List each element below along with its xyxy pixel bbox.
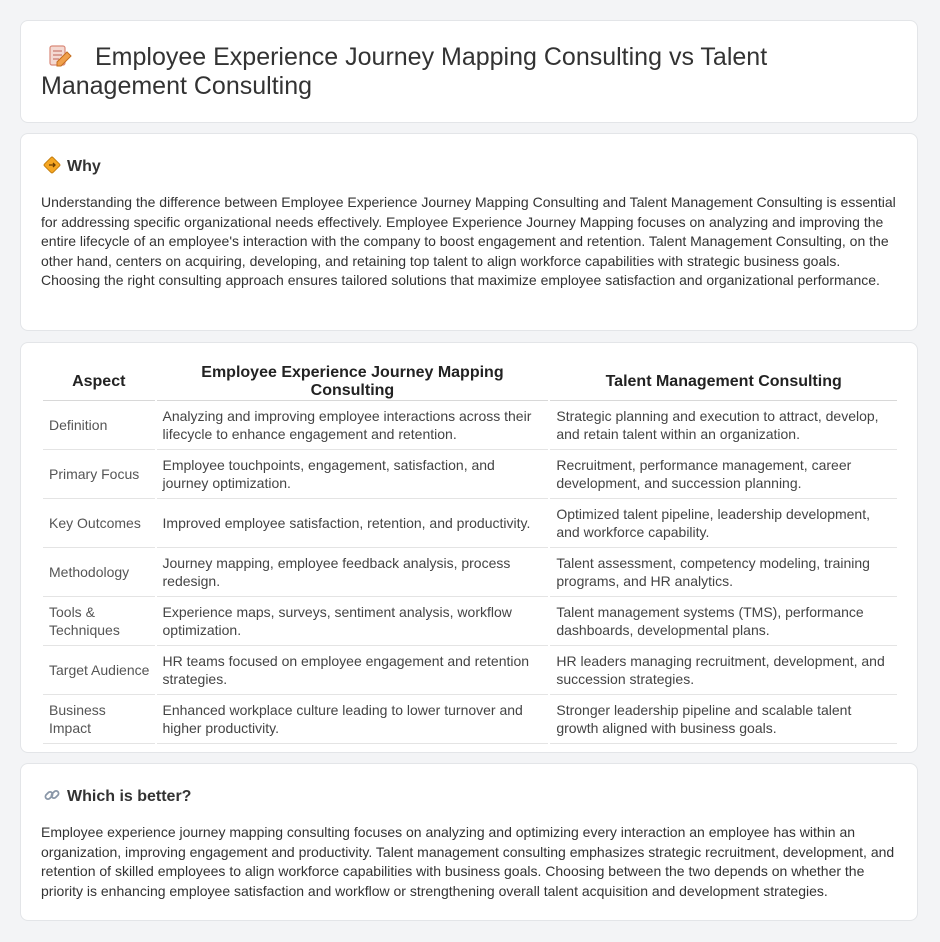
table-row: [43, 548, 897, 597]
experience-cell: Improved employee satisfaction, retention, and productivity.: [157, 499, 549, 548]
better-heading-label: Which is better?: [67, 788, 192, 805]
aspect-cell: Tools & Techniques: [43, 597, 155, 646]
talent-cell: Talent management systems (TMS), performance dashboards, developmental plans.: [550, 597, 897, 646]
aspect-cell: Primary Focus: [43, 450, 155, 499]
aspect-cell: Definition: [43, 401, 155, 450]
experience-cell: Experience maps, surveys, sentiment analysis, workflow optimization.: [157, 597, 549, 646]
memo-pencil-icon: [47, 43, 73, 69]
experience-cell: Enhanced workplace culture leading to lower turnover and higher productivity.: [157, 695, 549, 744]
talent-cell: Stronger leadership pipeline and scalable talent growth aligned with business goals.: [550, 695, 897, 744]
why-text: Understanding the difference between Employee Experience Journey Mapping Consulting and Talent Management Consulting is essential for addressing specific organizational needs effectively. Employee Experience Journey Mapping focuses on analyzing and improving the entire lifecycle of an employee's interaction with the company to boost engagement and retention. Talent Management Consulting, on the other hand, centers on acquiring, developing, and retaining top talent to align workforce capabilities with strategic business goals. Choosing the right consulting approach ensures tailored solutions that maximize employee satisfaction and organizational performance.: [41, 194, 896, 288]
why-heading-label: Why: [67, 158, 101, 175]
title-card: [20, 20, 918, 123]
better-text: Employee experience journey mapping consulting focuses on analyzing and optimizing every interaction an employee has within an organization, improving engagement and productivity. Talent management consulting emphasizes strategic recruitment, development, and retention of skilled employees to align workforce capabilities with business goals. Choosing between the two depends on whether the priority is enhancing employee satisfaction and workflow or strengthening overall talent acquisition and development strategies.: [41, 824, 895, 899]
aspect-cell: Target Audience: [43, 646, 155, 695]
talent-cell: HR leaders managing recruitment, development, and succession strategies.: [550, 646, 897, 695]
aspect-cell: Methodology: [43, 548, 155, 597]
header-experience-consulting: Employee Experience Journey Mapping Consulting: [157, 364, 549, 401]
which-better-section: [20, 763, 918, 921]
experience-cell: Journey mapping, employee feedback analysis, process redesign.: [157, 548, 549, 597]
talent-cell: Strategic planning and execution to attract, develop, and retain talent within an organization.: [550, 401, 897, 450]
talent-cell: Optimized talent pipeline, leadership development, and workforce capability.: [550, 499, 897, 548]
table-row: [43, 450, 897, 499]
table-row: [43, 646, 897, 695]
table-row: [43, 401, 897, 450]
header-aspect: Aspect: [43, 364, 155, 401]
road-sign-icon: [43, 156, 61, 174]
table-row: [43, 499, 897, 548]
header-talent-consulting: Talent Management Consulting: [550, 364, 897, 401]
why-heading: [43, 156, 101, 177]
experience-cell: Employee touchpoints, engagement, satisfaction, and journey optimization.: [157, 450, 549, 499]
why-section: [20, 133, 918, 331]
table-header-row: [43, 364, 897, 401]
experience-cell: HR teams focused on employee engagement and retention strategies.: [157, 646, 549, 695]
experience-cell: Analyzing and improving employee interactions across their lifecycle to enhance engagement and retention.: [157, 401, 549, 450]
aspect-cell: Key Outcomes: [43, 499, 155, 548]
table-row: [43, 695, 897, 744]
better-heading: [43, 786, 191, 807]
aspect-cell: Business Impact: [43, 695, 155, 744]
talent-cell: Recruitment, performance management, career development, and succession planning.: [550, 450, 897, 499]
table-row: [43, 597, 897, 646]
page-title: [41, 43, 901, 101]
page-title-text: Employee Experience Journey Mapping Consulting vs Talent Management Consulting: [41, 43, 768, 100]
comparison-table-card: [20, 342, 918, 753]
link-icon: [43, 786, 61, 804]
talent-cell: Talent assessment, competency modeling, training programs, and HR analytics.: [550, 548, 897, 597]
comparison-table: [41, 364, 899, 744]
